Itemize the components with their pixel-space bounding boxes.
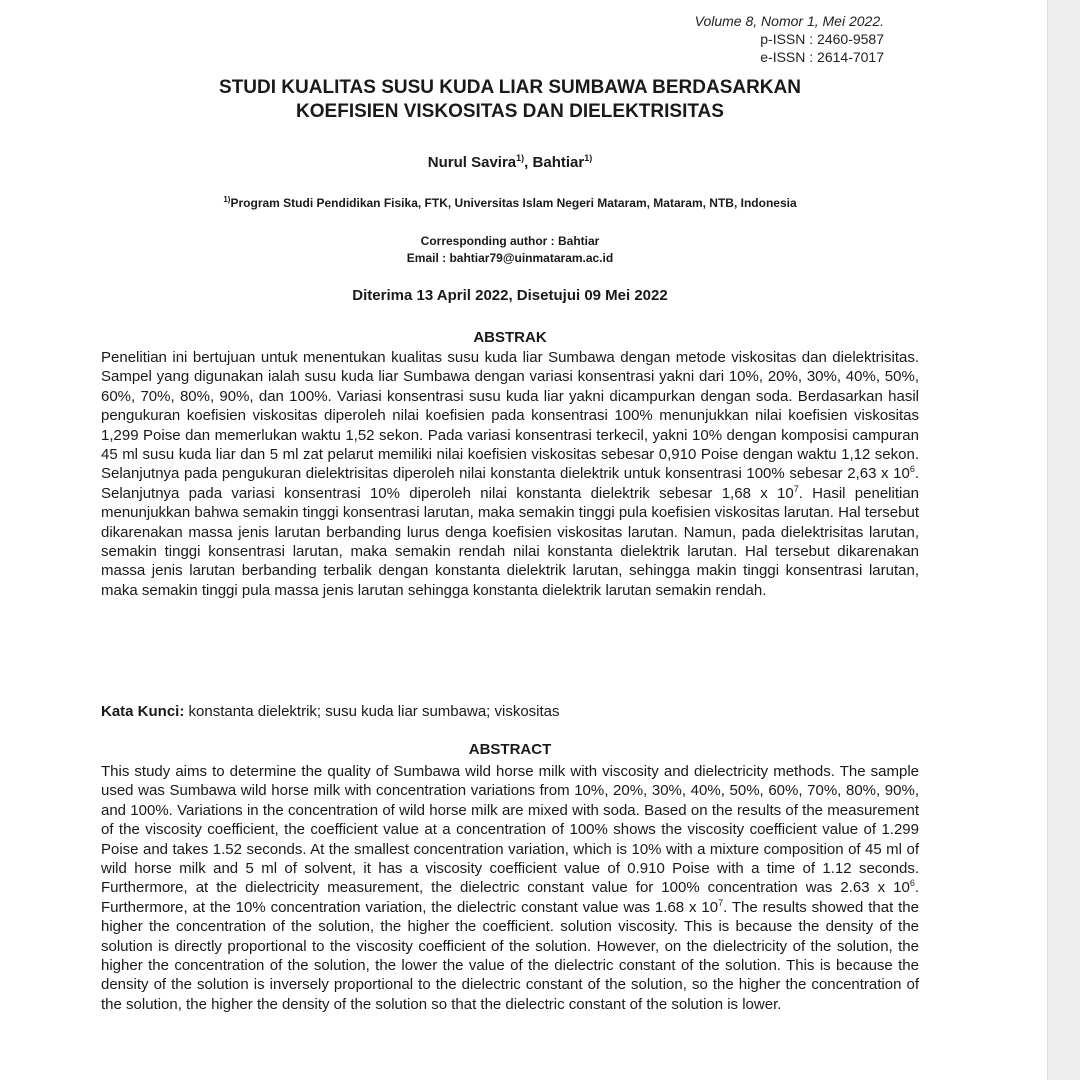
journal-volume: Volume 8, Nomor 1, Mei 2022. [694, 13, 884, 29]
viewer-right-edge [1047, 0, 1080, 1080]
journal-info [695, 12, 884, 66]
corresponding-author-name: Corresponding author : Bahtiar [420, 234, 600, 248]
corresponding-email: Email : bahtiar79@uinmataram.ac.id [406, 251, 614, 265]
journal-pissn: p-ISSN : 2460-9587 [760, 31, 884, 47]
journal-eissn: e-ISSN : 2614-7017 [760, 49, 884, 65]
corresponding-author [100, 233, 920, 267]
paper-title [100, 76, 920, 124]
paper-title-line-1: STUDI KUALITAS SUSU KUDA LIAR SUMBAWA BERDASARKAN [219, 77, 801, 98]
affiliation-mark: 1) [223, 195, 231, 204]
abstrak-heading: ABSTRAK [473, 329, 547, 346]
authors [100, 153, 920, 171]
author-2-mark: 1) [584, 153, 593, 163]
abstrak-text-3: . Hasil penelitian menunjukkan bahwa semakin tinggi konsentrasi larutan, maka semakin tinggi pula koefisien viskositas larutan. Hal tersebut dikarenakan massa jenis larutan berbanding lurus denga koefisien viskositas larutan. Namun, pada dielektrisitas larutan, semakin tinggi konsentrasi larutan, maka semakin rendah nilai konstanta dielektrik larutan. Hal tersebut dikarenakan massa jenis larutan berbanding terbalik dengan konstanta dielektrik larutan, sehingga makin tinggi konsentrasi larutan, maka semakin tinggi pula massa jenis larutan sehingga konstanta dielektrik larutan semakin rendah. [101, 484, 920, 599]
abstrak-text-2: . Selanjutnya pada variasi konsentrasi 10% diperoleh nilai konstanta dielektrik sebesar 1,68 x 10 [101, 465, 919, 502]
abstract-text-1: This study aims to determine the quality of Sumbawa wild horse milk with viscosity and dielectricity methods. The sample used was Sumbawa wild horse milk with concentration variations from 10%, 20%, 30%, 40%, 50%, 60%, 70%, 80%, 90%, and 100%. Variations in the concentration of wild horse milk are mixed with soda. Based on the results of the measurement of the viscosity coefficient, the coefficient value at a concentration of 100% shows the viscosity coefficient value of 1.299 Poise and takes 1.52 seconds. At the smallest concentration variation, which is 10% with a mixture composition of 45 ml of wild horse milk and 5 ml of solvent, it has a viscosity coefficient value of 0.910 Poise with a time of 1.12 seconds. Furthermore, at the dielectricity measurement, the dielectric constant value for 100% concentration was 2.63 x 10 [101, 763, 919, 897]
affiliation-text: Program Studi Pendidikan Fisika, FTK, Universitas Islam Negeri Mataram, Mataram, NTB, Indonesia [230, 196, 797, 210]
keywords-text: konstanta dielektrik; susu kuda liar sumbawa; viskositas [184, 703, 560, 720]
submission-dates: Diterima 13 April 2022, Disetujui 09 Mei 2022 [352, 287, 668, 304]
abstract-text-3: . The results showed that the higher the concentration of the solution, the higher the coefficient. solution viscosity. This is because the density of the solution is directly proportional to the viscosity coefficient of the solution. However, on the dielectricity of the solution, the higher the concentration of the solution, the lower the value of the dielectric constant of the solution. This is because the density of the solution is inversely proportional to the dielectric constant of the solution, so the higher the concentration of the solution, the higher the density of the solution so that the dielectric constant of the solution is lower. [101, 898, 919, 1013]
affiliation [100, 195, 920, 210]
abstrak-exponent-1: 6 [909, 464, 915, 475]
abstract-body [101, 762, 919, 1014]
keywords-label: Kata Kunci: [101, 703, 185, 720]
author-2: Bahtiar [532, 154, 585, 171]
author-1-mark: 1) [516, 153, 525, 163]
paper-title-line-2: KOEFISIEN VISKOSITAS DAN DIELEKTRISITAS [296, 101, 724, 122]
abstract-text-2: . Furthermore, at the 10% concentration variation, the dielectric constant value was 1.68 x 10 [101, 879, 919, 916]
abstrak-text-1: Penelitian ini bertujuan untuk menentukan kualitas susu kuda liar Sumbawa dengan metode viskositas dan dielektrisitas. Sampel yang digunakan ialah susu kuda liar Sumbawa dengan variasi konsentrasi yakni dari 10%, 20%, 30%, 40%, 50%, 60%, 70%, 80%, 90%, dan 100%. Variasi konsentrasi susu kuda liar yakni dicampurkan dengan soda. Berdasarkan hasil pengukuran koefisien viskositas diperoleh nilai koefisien pada konsentrasi 100% menunjukkan nilai koefisien viskositas 1,299 Poise dan memerlukan waktu 1,52 sekon. Pada variasi konsentrasi terkecil, yakni 10% dengan komposisi campuran 45 ml susu kuda liar dan 5 ml zat pelarut memiliki nilai koefisien viskositas sebesar 0,910 Poise dengan waktu 1,12 sekon. Selanjutnya pada pengukuran dielektrisitas diperoleh nilai konstanta dielektrik untuk konsentrasi 100% sebesar 2,63 x 10 [101, 349, 919, 483]
abstract-heading: ABSTRACT [468, 741, 552, 758]
abstrak-body [101, 348, 919, 600]
abstrak-exponent-2: 7 [793, 483, 799, 494]
abstract-exponent-2: 7 [718, 897, 724, 908]
author-separator: , [524, 154, 533, 171]
abstract-exponent-1: 6 [909, 878, 915, 889]
keywords [101, 703, 919, 720]
author-1: Nurul Savira [427, 154, 517, 171]
